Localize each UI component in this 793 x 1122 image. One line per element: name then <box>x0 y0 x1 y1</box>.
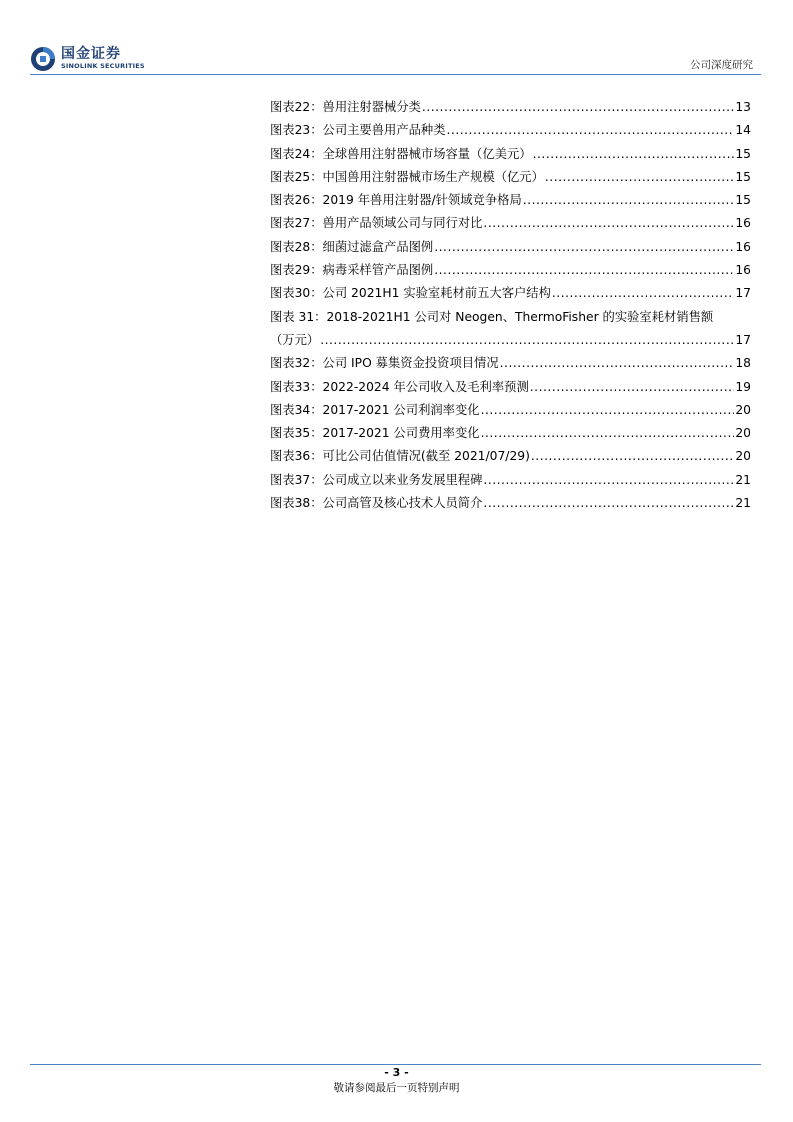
toc-entry[interactable] <box>270 212 751 235</box>
toc-entry-page: 13 <box>735 100 751 114</box>
report-type: 公司深度研究 <box>690 59 753 71</box>
toc-entry[interactable] <box>270 376 751 399</box>
toc-entry-page: 21 <box>735 472 751 487</box>
toc-entry-label: 图表30：公司 2021H1 实验室耗材前五大客户结构 <box>270 286 551 301</box>
toc-entry-page: 15 <box>735 146 751 161</box>
toc-leader <box>545 166 734 189</box>
toc-entry-label: 图表38：公司高管及核心技术人员简介 <box>270 496 483 511</box>
toc-entry[interactable] <box>270 166 751 189</box>
toc-entry-label: 图表29：病毒采样管产品图例 <box>270 263 434 278</box>
toc-entry-page: 15 <box>735 169 751 184</box>
logo-chinese-name: 国金证券 <box>61 46 121 62</box>
toc-entry-label: 图表28：细菌过滤盒产品图例 <box>270 239 434 254</box>
toc-entry[interactable] <box>270 352 751 375</box>
toc-entry-label-continued: （万元） <box>270 332 320 347</box>
toc-entry[interactable] <box>270 282 751 305</box>
header-divider <box>30 74 761 75</box>
toc-entry-page: 16 <box>735 263 751 278</box>
logo-english-name: SINOLINK SECURITIES <box>61 62 145 70</box>
toc-leader <box>533 143 735 166</box>
toc-entry-label: 图表32：公司 IPO 募集资金投资项目情况 <box>270 356 499 371</box>
toc-entry-label: 图表23：公司主要兽用产品种类 <box>270 123 446 138</box>
toc-entry[interactable] <box>270 96 751 119</box>
toc-entry-page: 18 <box>735 356 751 371</box>
toc-entry-label: 图表24：全球兽用注射器械市场容量（亿美元） <box>270 146 532 161</box>
toc-leader <box>552 282 734 305</box>
toc-entry-page: 15 <box>735 193 751 208</box>
toc-entry[interactable] <box>270 189 751 212</box>
toc-entry-label: 图表 31：2018-2021H1 公司对 Neogen、ThermoFisher 的实验室耗材销售额 <box>270 309 714 324</box>
toc-entry-page: 14 <box>735 123 751 138</box>
toc-entry-page: 16 <box>735 216 751 231</box>
toc-entry[interactable] <box>270 119 751 142</box>
toc-leader <box>483 469 734 492</box>
toc-entry-label: 图表35：2017-2021 公司费用率变化 <box>270 426 480 441</box>
toc-entry-label: 图表33：2022-2024 年公司收入及毛利率预测 <box>270 379 529 394</box>
page-number: - 3 - <box>384 1066 409 1079</box>
toc-leader <box>531 445 734 468</box>
toc-entry-page: 20 <box>735 426 751 441</box>
toc-entry-label: 图表26：2019 年兽用注射器/针领域竞争格局 <box>270 193 522 208</box>
toc-entry[interactable] <box>270 399 751 422</box>
toc-entry-label: 图表22：兽用注射器械分类 <box>270 100 421 114</box>
toc-entry-page: 20 <box>735 449 751 464</box>
toc-entry[interactable] <box>270 492 751 515</box>
toc-leader <box>434 236 734 259</box>
toc-leader <box>523 189 735 212</box>
toc-entry-label: 图表27：兽用产品领域公司与同行对比 <box>270 216 483 231</box>
toc-entry[interactable] <box>270 422 751 445</box>
toc-entry[interactable] <box>270 329 751 352</box>
toc-entry-page: 17 <box>735 286 751 301</box>
toc-entry-page: 21 <box>735 496 751 511</box>
toc-leader <box>434 259 734 282</box>
toc-entry-label: 图表25：中国兽用注射器械市场生产规模（亿元） <box>270 169 544 184</box>
toc-entry-page: 20 <box>735 402 751 417</box>
toc-leader <box>422 96 734 119</box>
toc-entry-label: 图表37：公司成立以来业务发展里程碑 <box>270 472 483 487</box>
toc-entry[interactable] <box>270 236 751 259</box>
toc-entry-page: 19 <box>735 379 751 394</box>
toc-entry[interactable] <box>270 143 751 166</box>
disclaimer-note: 敬请参阅最后一页特别声明 <box>333 1082 460 1094</box>
toc-entry[interactable] <box>270 259 751 282</box>
table-of-figures <box>270 96 751 515</box>
toc-leader <box>483 212 734 235</box>
toc-entry[interactable] <box>270 469 751 492</box>
toc-entry[interactable] <box>270 445 751 468</box>
page-header <box>0 0 793 80</box>
toc-entry-page: 16 <box>735 239 751 254</box>
toc-entry-label: 图表34：2017-2021 公司利润率变化 <box>270 402 480 417</box>
toc-leader <box>481 399 735 422</box>
toc-leader <box>530 376 735 399</box>
toc-leader <box>320 329 734 352</box>
toc-leader <box>447 119 735 142</box>
toc-leader <box>481 422 735 445</box>
company-logo <box>30 46 145 72</box>
toc-entry-label: 图表36：可比公司估值情况(截至 2021/07/29) <box>270 449 530 464</box>
toc-entry-first-line[interactable] <box>270 306 751 329</box>
toc-leader <box>483 492 734 515</box>
toc-entry-page: 17 <box>735 332 751 347</box>
footer-divider <box>30 1064 761 1065</box>
sinolink-logo-icon <box>30 46 56 72</box>
toc-leader <box>500 352 735 375</box>
